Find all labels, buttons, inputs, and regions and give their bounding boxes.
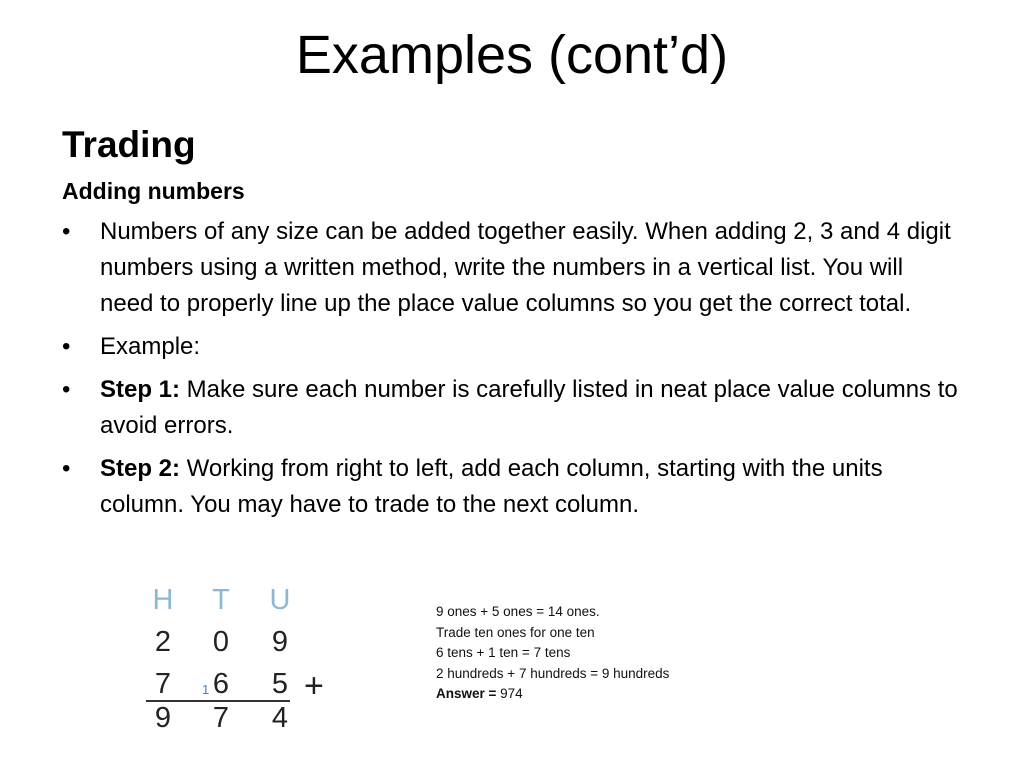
- addend1-hundreds: 2: [154, 626, 172, 658]
- note-line: 9 ones + 5 ones = 14 ones.: [436, 604, 600, 619]
- answer-line: [436, 684, 669, 705]
- bullet-icon: •: [62, 376, 71, 403]
- bullet-item: [62, 372, 962, 444]
- sub-heading: Adding numbers: [62, 178, 245, 204]
- result-units: 4: [271, 702, 289, 734]
- bullet-icon: •: [62, 333, 71, 360]
- header-tens: T: [212, 584, 230, 616]
- note-line: Trade ten ones for one ten: [436, 624, 595, 640]
- result-hundreds: 9: [154, 702, 172, 734]
- bullet-item: [62, 214, 962, 322]
- bullet-text: Working from right to left, add each column, starting with the units column. You may have to trade to the next column.: [100, 455, 883, 518]
- answer-value: 974: [496, 686, 523, 701]
- bullet-text: Make sure each number is carefully listed in neat place value columns to avoid errors.: [100, 376, 958, 439]
- bullet-icon: •: [62, 218, 71, 245]
- step-label: Step 1:: [100, 376, 181, 403]
- section-heading: Trading: [62, 124, 196, 165]
- bullet-item: [62, 329, 962, 365]
- addend2-tens: 6: [212, 668, 230, 700]
- bullet-list: [62, 214, 962, 523]
- addend2-units: 5: [271, 668, 289, 700]
- addend2-hundreds: 7: [154, 668, 172, 700]
- bullet-text: Numbers of any size can be added together easily. When adding 2, 3 and 4 digit numbers using a written method, write the numbers in a vertical list. You will need to properly line up the place value columns so you get the correct total.: [100, 218, 951, 317]
- answer-label: Answer =: [436, 686, 497, 701]
- note-line: 6 tens + 1 ten = 7 tens: [436, 645, 571, 660]
- column-addition: [140, 582, 340, 742]
- bullet-item: [62, 451, 962, 523]
- plus-icon: +: [304, 667, 324, 705]
- slide-body: [62, 122, 962, 530]
- addend1-tens: 0: [212, 626, 230, 658]
- result-tens: 7: [212, 702, 230, 734]
- step-label: Step 2:: [100, 455, 181, 482]
- working-notes: [436, 602, 669, 705]
- carry-digit: 1: [202, 682, 210, 697]
- bullet-icon: •: [62, 455, 71, 482]
- addend1-units: 9: [271, 626, 289, 658]
- slide-title: Examples (cont’d): [295, 25, 729, 85]
- header-hundreds: H: [152, 584, 174, 616]
- header-units: U: [269, 584, 291, 616]
- note-line: 2 hundreds + 7 hundreds = 9 hundreds: [436, 665, 670, 681]
- bullet-text: Example:: [100, 333, 201, 360]
